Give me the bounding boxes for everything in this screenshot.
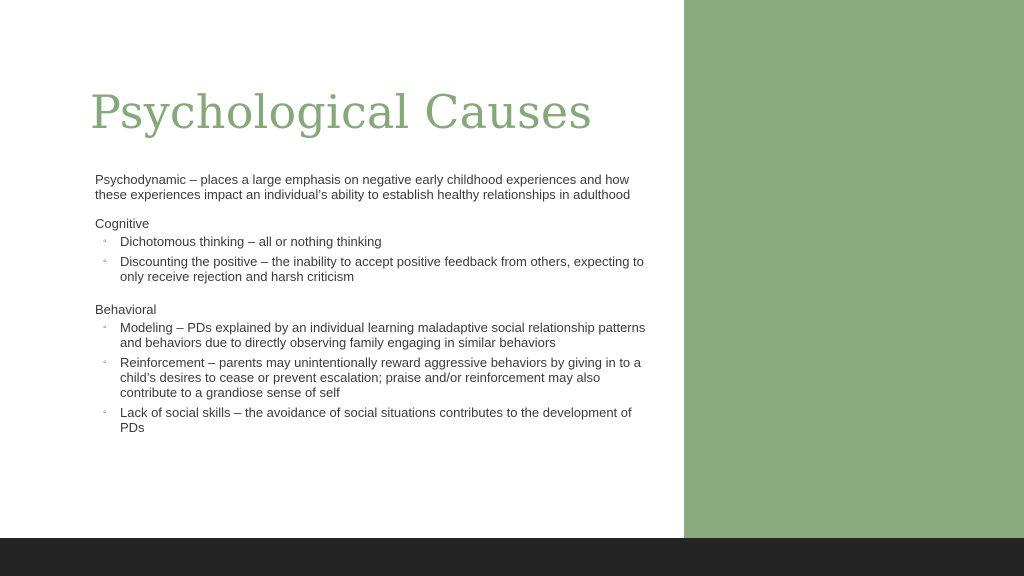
section-cognitive (95, 216, 655, 284)
accent-side-panel (684, 0, 1024, 538)
bullet-icon: ◦ (103, 256, 107, 267)
list-item (95, 405, 655, 435)
behavioral-list (95, 320, 655, 435)
bullet-icon: ◦ (103, 236, 107, 247)
bullet-icon: ◦ (103, 357, 107, 368)
section-heading-cognitive: Cognitive (95, 216, 150, 231)
list-item-text: Dichotomous thinking – all or nothing thinking (120, 234, 382, 249)
bullet-icon: ◦ (103, 322, 107, 333)
slide-body (95, 172, 655, 440)
bullet-icon: ◦ (103, 407, 107, 418)
intro-paragraph: Psychodynamic – places a large emphasis on negative early childhood experiences and how these experiences impact an individual’s ability to establish healthy relationships in adulthood (95, 172, 631, 202)
list-item-text: Modeling – PDs explained by an individual learning maladaptive social relationship patterns and behaviors due to directly observing family engaging in similar behaviors (120, 320, 646, 350)
list-item (95, 355, 655, 400)
cognitive-list (95, 234, 655, 284)
list-item (95, 320, 655, 350)
list-item (95, 234, 655, 249)
list-item (95, 254, 655, 284)
slide-title: Psychological Causes (90, 85, 593, 139)
section-heading-behavioral: Behavioral (95, 302, 157, 317)
section-behavioral (95, 302, 655, 435)
list-item-text: Reinforcement – parents may unintentionally reward aggressive behaviors by giving in to a child’s desires to cease or prevent escalation; praise and/or reinforcement may also contribute to a grandiose sense of self (120, 355, 642, 400)
list-item-text: Discounting the positive – the inability to accept positive feedback from others, expecting to only receive rejection and harsh criticism (120, 254, 644, 284)
list-item-text: Lack of social skills – the avoidance of social situations contributes to the development of PDs (120, 405, 632, 435)
footer-bar (0, 538, 1024, 576)
